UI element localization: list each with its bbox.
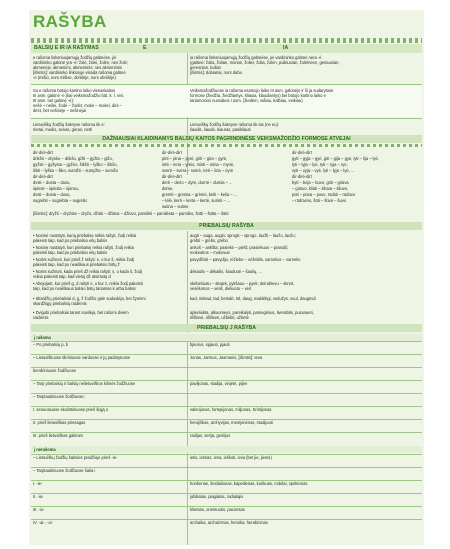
text-line: ankoš – ankšta; pasiekė – piešt; prasiekuos – prasuši; bbox=[190, 245, 289, 250]
text-line: Lietuviškų žodžių šaknyse rašoma tik ias (ne eu): bbox=[190, 122, 279, 127]
text-line: geresnian, kulian bbox=[190, 65, 221, 70]
text-line: šikti – lyška – šiko, sumižti – sumyžta – sumižo bbox=[33, 168, 119, 173]
text-line: skardžiųjų priebalsių raidėmis bbox=[33, 301, 87, 306]
rule-text: bendriniuose žodžiuose bbox=[33, 368, 77, 373]
text-line: liaudis, liaudė, kiauras, pasikliauti bbox=[190, 127, 251, 132]
rule-text: II. prieš lietuviškas priesagas bbox=[33, 420, 86, 425]
text-line: pūti – pūva – puvo, rūdūti – rūdūvo bbox=[292, 192, 356, 197]
text-line: gyžsti – gyžysta – gyžėo, šikšti – lyško – šikšo, bbox=[33, 162, 118, 167]
rule-text: – Tarptautiniuose žodžiuose: bbox=[33, 394, 85, 399]
text-line: pakeisti taip, kad po neaiškaus priebalsio būtų ž bbox=[33, 262, 120, 267]
column-divider bbox=[187, 231, 188, 333]
text-line: e rašoma linksniuojamųjų žodžių galūnėse, jei bbox=[33, 55, 117, 60]
rule-example: herojiškas, archyvijas, menijonėnas, studijuoti bbox=[190, 420, 273, 425]
document-sheet bbox=[29, 10, 424, 545]
text-line: akmenėje, akmenimi, akmenimis, nes akmenimis bbox=[33, 65, 122, 70]
text-line: [išimtis]: vardininko linksnyje visada rašoma galūnė bbox=[33, 70, 126, 75]
text-line: • Nosinė nustatyti, kurią priebalsę reikia rašyti, žodį reikia bbox=[33, 233, 137, 238]
text-line: sutina – sutine bbox=[162, 204, 189, 209]
subheader-j-written bbox=[31, 334, 422, 341]
text-line: • Norint sužinoti, kada prieš dž reikia rašyti: s, o kada š, žodį bbox=[33, 269, 142, 274]
text-line: dir-dirė-dirt bbox=[33, 150, 53, 155]
text-line: drikšti – drysko – drikšo, gižti – gyžta – gižo, bbox=[33, 156, 113, 161]
subheader-label: j rašoma bbox=[34, 335, 51, 340]
text-line: dir-dirė-dirt bbox=[162, 150, 182, 155]
text-line: dvsti – dusta – dusu, bbox=[33, 180, 71, 185]
text-line: vyti – vyja – vyė, lyti – lyja – lyė, ... bbox=[292, 168, 355, 173]
text-line: vardininko galūnė yra -ė: žolė, žolei, žolėn, nes žolė; bbox=[33, 60, 128, 65]
text-line: dėkaulis – dėkailis, šauduoti – šaulių, ... bbox=[190, 269, 262, 274]
text-line: taip, kad po neaiškaus balsio būtų tariamas k arba balsis bbox=[33, 286, 136, 291]
text-line: sugrebti – sugrebta – sugrebo bbox=[33, 198, 88, 203]
text-line: tariamosios nuosakos I asm. (žiedėm, rašiau, kalbiau, veikiau) bbox=[190, 98, 303, 103]
rule-example: hordienas, šeidialionas, kapeilienas, kurikuas, rodėlai, spektonas bbox=[190, 481, 308, 486]
text-line: III asm. turi galūnę -ė): bbox=[33, 98, 74, 103]
text-line: raidėmis bbox=[33, 315, 49, 320]
text-line: Veiksmažodžiuose ia rašoma esamojo laiko III asm. galūnėje ir ši ja sudarytose bbox=[190, 88, 334, 93]
text-line: – rūdūvino, šūti – šūva – šuvo bbox=[292, 198, 347, 203]
rule-text: – Tarptautiniuose žodžiuose šalia i bbox=[33, 468, 96, 473]
text-line: ia rašoma linksniuojamųjų žodžių galūnėse, jei vardininko galūnė nėra -ė bbox=[190, 55, 322, 60]
text-line: pakeisti taip, kad po priebalsio eitų balsis bbox=[33, 250, 108, 255]
rule-text: – Po priebalsių p, b bbox=[33, 342, 69, 347]
page-title: RAŠYBA bbox=[33, 12, 107, 31]
text-line: apkeliukta, alkuomeys, pareikalyti, pamegimus, liverabtis, pusosaeri, bbox=[190, 310, 315, 315]
text-line: gremti – gremia – grėmė, kelti – kelia – ... bbox=[162, 192, 238, 197]
rule-example: klientas, orientuotis, pacientas bbox=[190, 507, 245, 512]
text-line: irėti – ireia – yrėio, minti – mina – mynė, bbox=[162, 162, 235, 167]
text-line: dir-dirė-dirt bbox=[162, 174, 182, 179]
rule-example: bjaurus, spjauti, pjauti bbox=[190, 342, 230, 347]
ornament-divider bbox=[31, 38, 422, 43]
row-divider bbox=[31, 118, 422, 119]
rule-text: I. -ie- bbox=[33, 481, 43, 486]
rule-text: – Lietuviškų žodžių šaknies pradžioje prieš -ie- bbox=[33, 455, 118, 460]
text-line: sverti – svėra – svėrė, irėti – iiria – ėyrė bbox=[162, 168, 234, 173]
text-line: lyti – lyja – lyė, ryti – ryja – ryė, bbox=[292, 162, 348, 167]
column-head-e: E bbox=[143, 45, 147, 51]
section-header-vowel-alternation: DAŽNIAUSIAI KLAIDINAMYS BALSIŲ KAITOS PAGRINDINĖSE VEIKSMAŽODŽIO FORMOSE ATVEJAI bbox=[31, 135, 422, 143]
rule-example: radijas, serija, geniijus bbox=[190, 433, 231, 438]
text-line: • Dvigubi priebalsiai tarant suvilėja, bet rašomi dviem bbox=[33, 310, 129, 315]
text-line: • Nosinę nustatyti, kuri priebalsę reikia rašyti, žodį reikia bbox=[33, 245, 134, 250]
text-line: dir-dirė-dirt bbox=[292, 150, 312, 155]
text-line: kad, niekad, tad, bertalė, tūl, daug, maldėbgi, vedužys, vuul, daugmdi bbox=[190, 296, 316, 301]
section-header-j: PRIEBALSIŲ J RAŠYBA bbox=[31, 324, 422, 332]
text-line: • Norint sužinoti, kuri prieš ž rašyti: s, o kur š, reikia žodį bbox=[33, 257, 135, 262]
text-line: pakeisti taip, kad po priebalsio eitų balsis bbox=[33, 238, 108, 243]
text-line: nešė – nešei, žodė – žodėt, mokė – mokei, dirė – bbox=[33, 103, 123, 108]
text-line: derti – derio – dyrė, durnti – durnia – ... bbox=[162, 180, 233, 185]
column-head-ia: IA bbox=[283, 45, 289, 51]
rule-example: Jonas, Jarmus, Jasmanis, [išimtis]: Ieva bbox=[190, 355, 263, 360]
exception-note: [išimtis]: dryžti – dryžota – dryžo, džiūti – džiūva – džiūvo, pamilėti – pamilėsta – pamilėo, šūtti – šūtta – šūtė bbox=[33, 211, 229, 216]
text-line: Su e rašoma būtojo kartino laiko vienaskaitos bbox=[33, 88, 116, 93]
text-line: (galūnė: žolia, žolian, morian, žolier, žolia, žolėn, puikiuoian, žolelnėen, geriausian, bbox=[190, 60, 340, 65]
text-line: rilšlisvė, rilšlisvė, užbėtiti, užbėtė bbox=[190, 315, 249, 320]
text-line: augti – auga, augin; sprogti – sprogo, laužti – laužo, laužo; bbox=[190, 233, 296, 238]
text-line: pavydžioti – pavydijo, rėžiebe – vėžeblis, varnelios – varnelio bbox=[190, 257, 301, 262]
ornament-divider bbox=[31, 144, 422, 147]
rule-text: III. -io- bbox=[33, 507, 45, 512]
text-line: dir-dirė-dirt bbox=[33, 174, 53, 179]
rule-example: ietis, ielmas, iena, ieškoti, ieva (bet jie, jiems) bbox=[190, 455, 272, 460]
text-line: dir-dirė-dirt bbox=[292, 174, 312, 179]
text-line: skėbeliuotu – skajek, pykšauo – pyek; deindrievu – skreit, bbox=[190, 281, 295, 286]
rule-example: archaika, archaizmas, heroika, herabizmas bbox=[190, 520, 268, 525]
rule-text: – Lietuviškuose tikriniuose varduose ir jų padarytuose bbox=[33, 355, 131, 360]
subheader-j-not-written bbox=[31, 446, 422, 453]
text-line: grėbti – grėbs, grėbo bbox=[190, 238, 228, 243]
text-line: formose (žiedžia, žiedžiantys, kliauia, klaudiantys) bei būtojo kartino laiko e bbox=[190, 93, 326, 98]
text-line: • Skardžių priebalsiai d, g, ž žodžio gale suduslėja, bet žymimi bbox=[33, 296, 146, 301]
section-title: BALSIŲ E IR IA RAŠYMAS bbox=[34, 45, 99, 51]
text-line: vėsėlumos – vėsit, dieliuoto – vėit bbox=[190, 286, 251, 291]
section-header-e-ia bbox=[31, 44, 422, 53]
column-divider bbox=[187, 341, 188, 545]
rule-example: paviljonas, stadija, vinjetė, pijėe bbox=[190, 381, 248, 386]
text-line: mokeukos – mokovuė bbox=[190, 250, 230, 255]
subheader-label: j nerašoma bbox=[34, 447, 56, 452]
text-line: • Abejojant, kur prieš g, d rašyti s, o kur z, reikia žodį pakeisti bbox=[33, 281, 143, 286]
text-line: – lėlė, kerti – kerta – kertė, surinti – ... bbox=[162, 198, 231, 203]
text-line: Lietuviškų žodžių šaknyse rašoma tik e: bbox=[33, 122, 105, 127]
text-line: metai, medis, senas, geras, netti bbox=[33, 127, 92, 132]
text-line: dūme, bbox=[162, 186, 174, 191]
text-line: dvsti – dusta – dusu, bbox=[33, 192, 71, 197]
text-line: – griūvo, kliūti – kliūva – kliuvo, bbox=[292, 186, 349, 191]
text-line: iipinsti – iipinsta – iipinsu, bbox=[33, 186, 79, 191]
section-header-consonants: PRIEBALSIŲ RAŠYBA bbox=[31, 222, 422, 230]
text-line: [išimtis]: dobiariai, nors dubu bbox=[190, 70, 242, 75]
text-line: -e (mišio, nors mišise, obrėlėje, nors obrėlėje) bbox=[33, 75, 116, 80]
text-line: gyti – gyja – gyė, giti – gija – gyė, lyti – lija – lyė, bbox=[292, 156, 379, 161]
text-line: pirti – pina – pyrė, girti – gira – gyrė, bbox=[162, 156, 228, 161]
text-line: dirėt, bet nešinėje – nešinėjai bbox=[33, 108, 87, 113]
text-line: III asm. galūnė -ė (kai veiksmažodžio būt. k. l. vns. bbox=[33, 93, 125, 98]
rule-text: – Tarp priebalsių ir balsių nelietuviškos kilmės žodžiuose bbox=[33, 381, 136, 386]
rule-text: III. prieš lietuviškas galūnes bbox=[33, 433, 84, 438]
rule-text: IV. -ai-, -oi- bbox=[33, 520, 53, 525]
rule-text: II. -ia- bbox=[33, 494, 44, 499]
text-line: reikia pakeisti taip, kad vietoj dž atsirastų d bbox=[33, 274, 111, 279]
rule-example: jubiliatas, piagiatas, radiatajis bbox=[190, 494, 244, 499]
rule-text: I. senuosiuose skolintiniuose prieš šiąją o bbox=[33, 407, 109, 412]
rule-example: valerijonas, fortepijonas, miljonas, Kristijonas bbox=[190, 407, 272, 412]
text-line: byti – bėja – buvo, griti – griūva bbox=[292, 180, 349, 185]
